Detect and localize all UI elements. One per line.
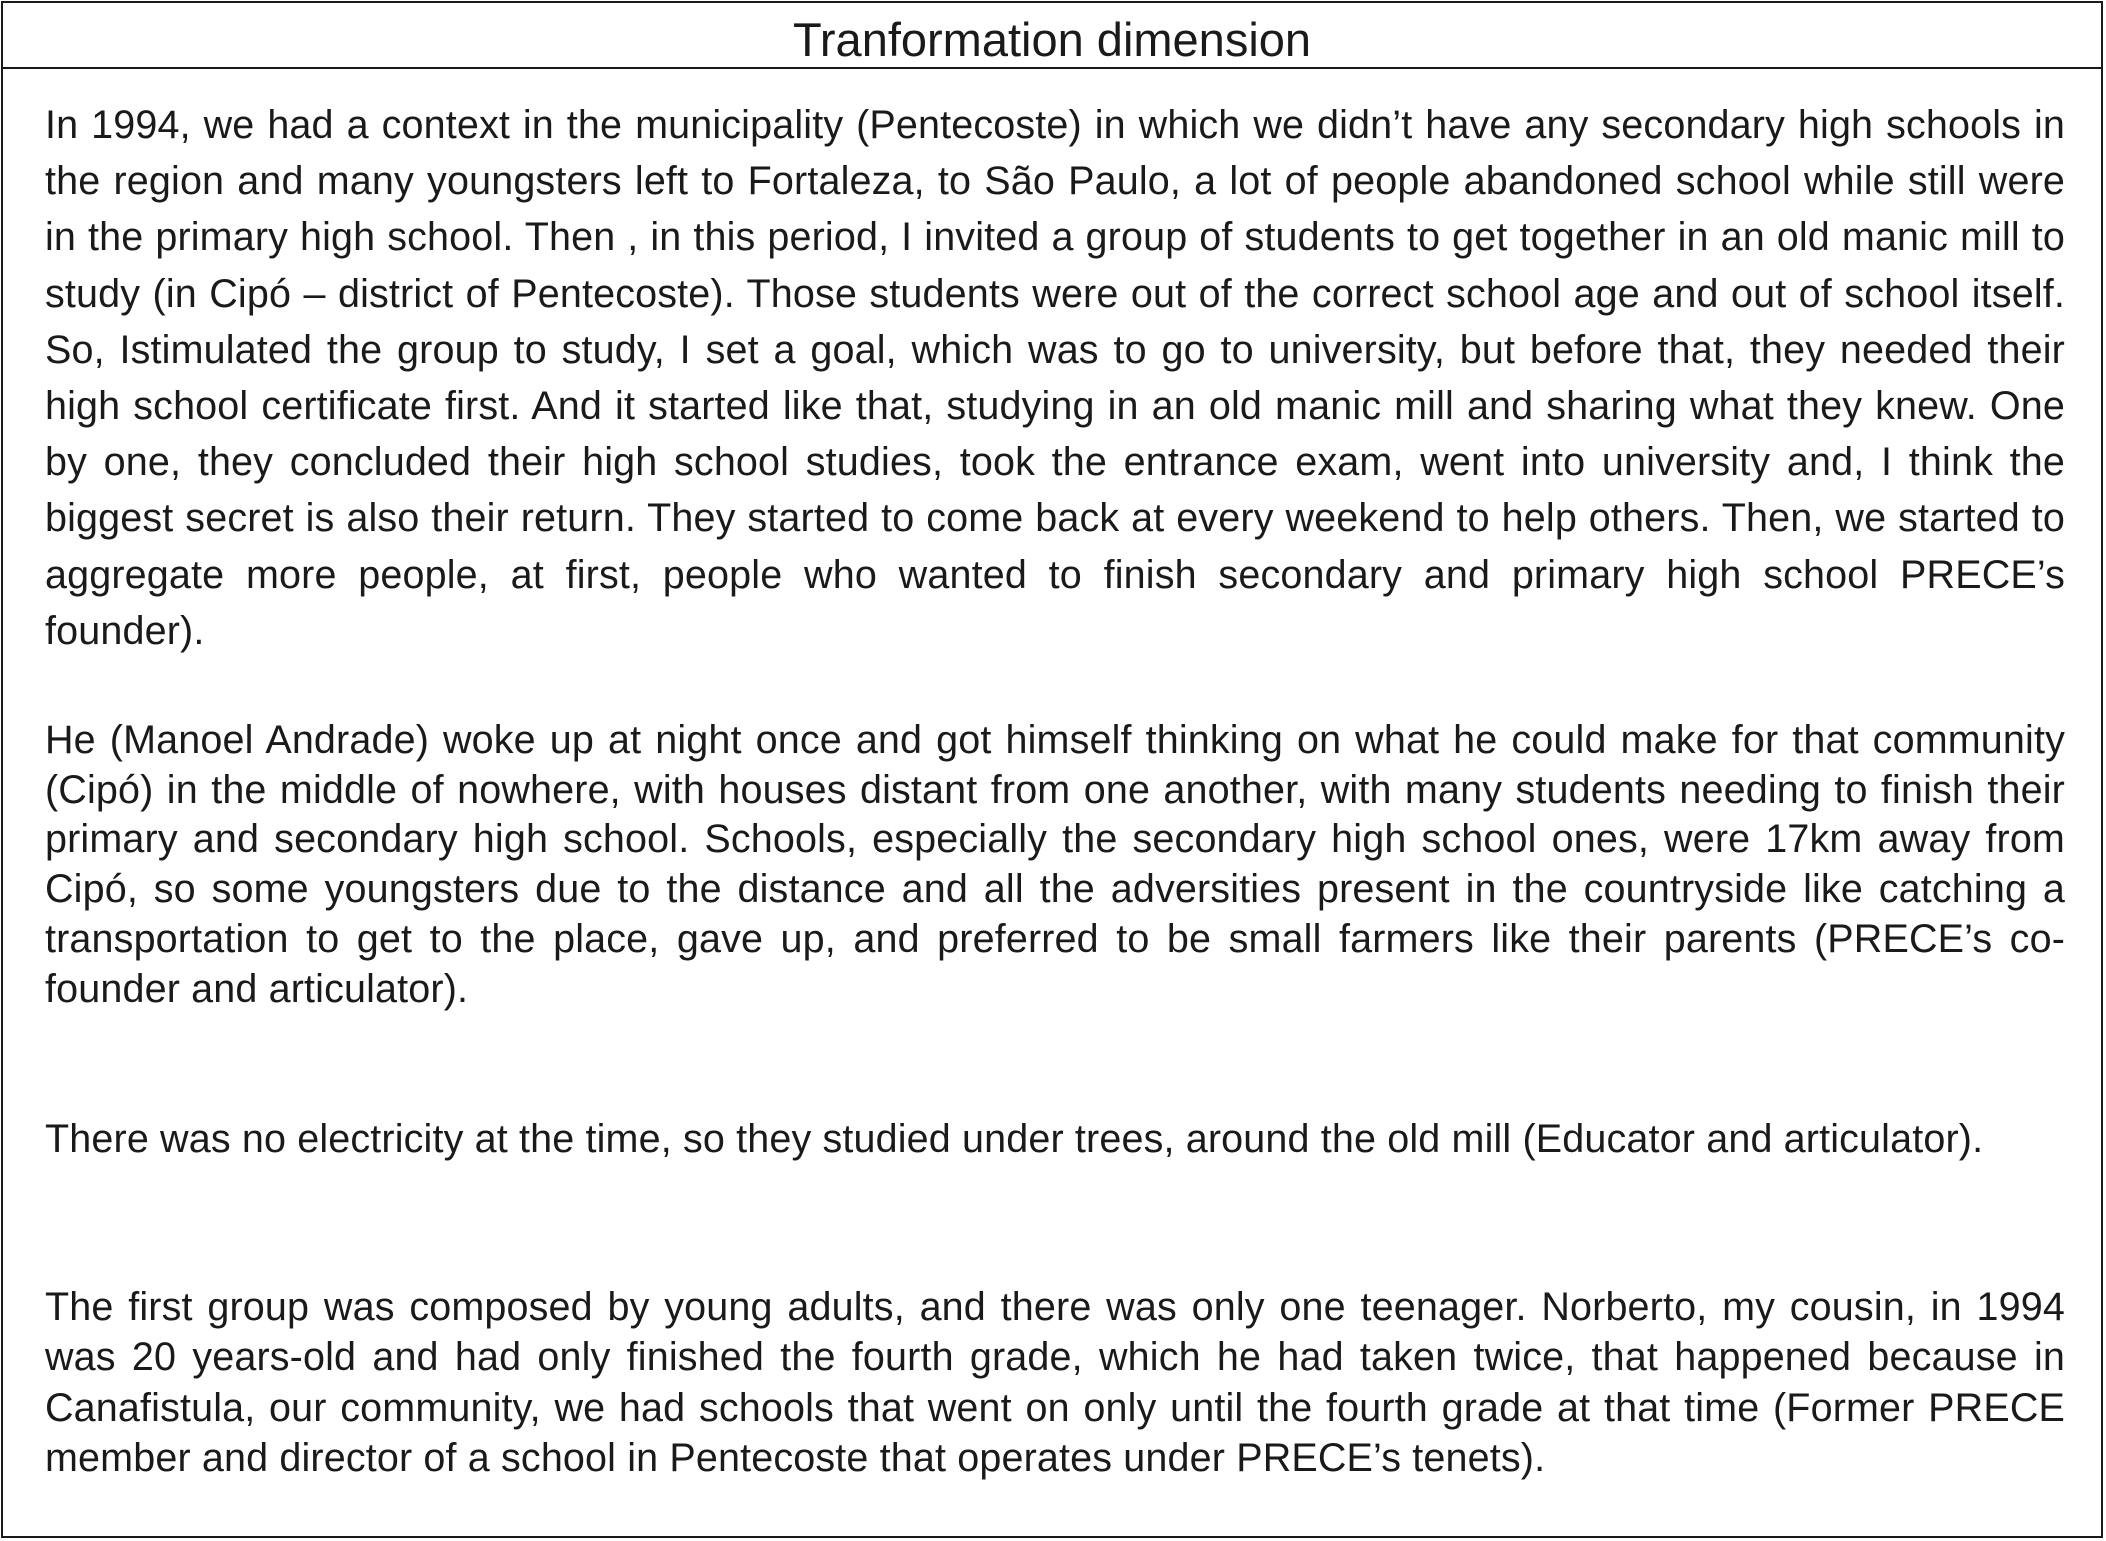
quote-paragraph-educator: There was no electricity at the time, so they studied under trees, around the old mill (Educator and articulator). — [45, 1117, 1984, 1161]
transformation-table — [1, 1, 2103, 1538]
quote-paragraph-former-member: The first group was composed by young adults, and there was only one teenager. Norberto, my cousin, in 1994 was 20 years-old and had only finished the fourth grade, which he had taken twice, that happened because in Canafistula, our community, we had schools that went on only until the fourth grade at that time (Former PRECE member and director of a school in Pentecoste that operates under PRECE’s tenets). — [45, 1285, 2065, 1480]
table-header: Tranformation dimension — [3, 3, 2101, 69]
quote-paragraph-founder: In 1994, we had a context in the municipality (Pentecoste) in which we didn’t have any secondary high schools in the region and many youngsters left to Fortaleza, to São Paulo, a lot of people abandoned school while still were in the primary high school. Then , in this period, I invited a group of students to get together in an old manic mill to study (in Cipó – district of Pentecoste). Those students were out of the correct school age and out of school itself. So, Istimulated the group to study, I set a goal, which was to go to university, but before that, they needed their high school certificate first. And it started like that, studying in an old manic mill and sharing what they knew. One by one, they concluded their high school studies, took the entrance exam, went into university and, I think the biggest secret is also their return. They started to come back at every weekend to help others. Then, we started to aggregate more people, at first, people who wanted to finish secondary and primary high school PRECE’s founder). — [45, 103, 2065, 653]
quote-paragraph-cofounder: He (Manoel Andrade) woke up at night once and got himself thinking on what he could make for that community (Cipó) in the middle of nowhere, with houses distant from one another, with many students needing to finish their primary and secondary high school. Schools, especially the secondary high school ones, were 17km away from Cipó, so some youngsters due to the distance and all the adversities present in the countryside like catching a transportation to get to the place, gave up, and preferred to be small farmers like their parents (PRECE’s co-founder and articulator). — [45, 718, 2065, 1011]
